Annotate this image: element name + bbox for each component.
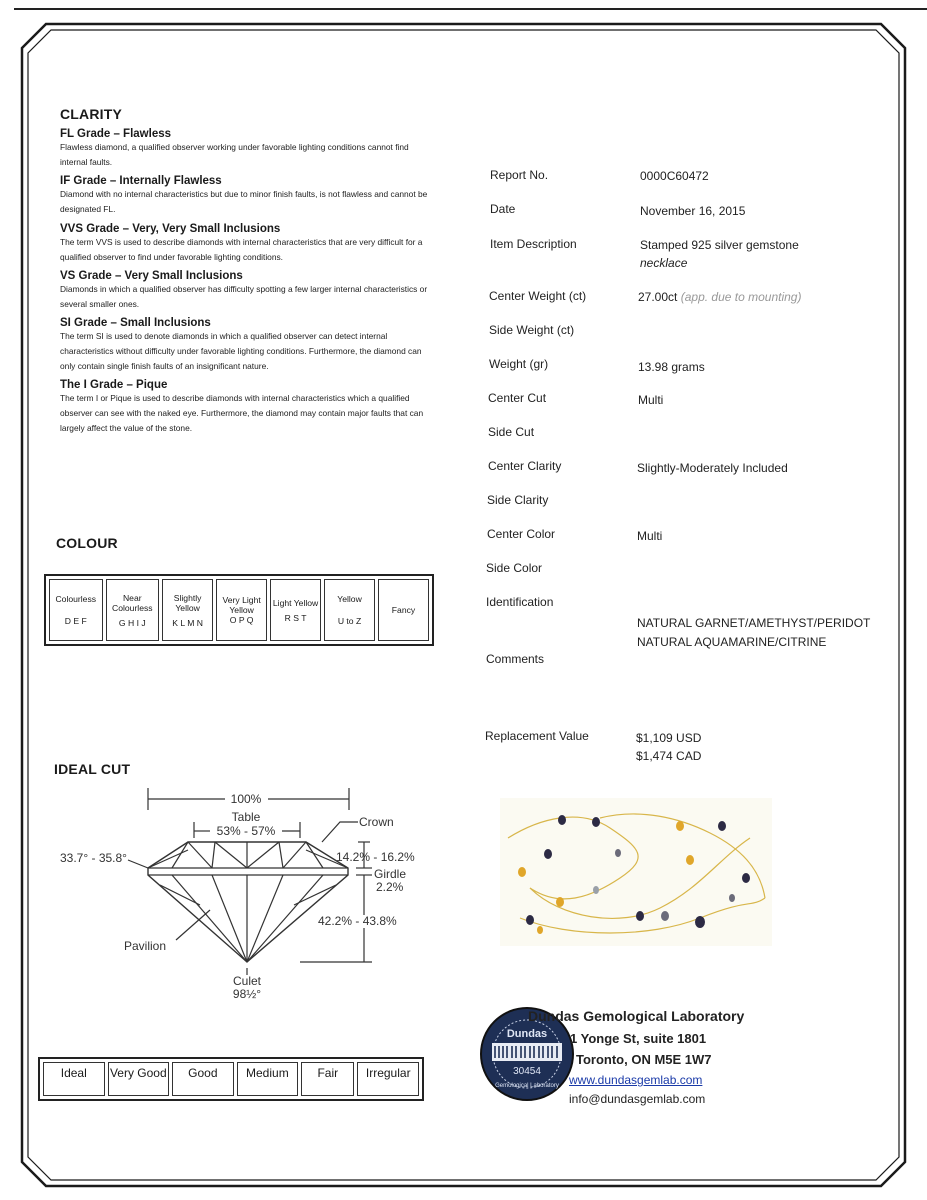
side-clarity-label: Side Clarity	[487, 493, 549, 507]
center-color-label: Center Color	[487, 527, 556, 541]
seal-number: 30454	[513, 1066, 541, 1077]
grade-title: SI Grade – Small Inclusions	[60, 317, 211, 329]
center-cut-value: Multi	[638, 393, 664, 407]
grade-title: VS Grade – Very Small Inclusions	[60, 270, 243, 282]
culet-value: 98½°	[232, 987, 262, 1001]
total-width-label: 100%	[230, 792, 262, 806]
center-weight-row	[638, 290, 801, 304]
table-label: Table	[231, 810, 261, 824]
center-color-value: Multi	[637, 529, 663, 543]
necklace-photo	[500, 798, 772, 946]
grade-description: The term I or Pique is used to describe diamonds with internal characteristics which a qualified observer can see with the naked eye. Furthermore, the diamond may contain major faults that can largely affect the value of the stone.	[60, 393, 424, 433]
center-cut-label: Center Cut	[488, 391, 547, 405]
center-clarity-value: Slightly-Moderately Included	[637, 461, 788, 475]
cut-grade-medium: Medium	[237, 1062, 299, 1096]
pavilion-depth: 42.2% - 43.8%	[318, 914, 397, 928]
grade-title: IF Grade – Internally Flawless	[60, 175, 222, 187]
cut-grade-irregular: Irregular	[357, 1062, 419, 1096]
col-name: Very Light Yellow	[222, 595, 261, 615]
center-clarity-label: Center Clarity	[488, 459, 562, 473]
col-name: Slightly Yellow	[173, 592, 202, 613]
cut-grade-very-good: Very Good	[108, 1062, 170, 1096]
crown-height: 14.2% - 16.2%	[336, 850, 415, 864]
weight-gr-value: 13.98 grams	[638, 360, 705, 374]
grade-description: Diamond with no internal characteristics but due to minor finish faults, is not flawless and cannot be designated FL.	[60, 189, 428, 214]
grade-description: The term VVS is used to describe diamonds with internal characteristics that are very difficult for a qualified observer to find under favorable lighting conditions.	[60, 237, 423, 262]
pavilion-label: Pavilion	[124, 939, 167, 953]
col-letters: O P Q	[229, 615, 254, 625]
side-weight-label: Side Weight (ct)	[489, 323, 575, 337]
lab-address-line2: Toronto, ON M5E 1W7	[576, 1052, 712, 1067]
item-description-value: Stamped 925 silver gemstone	[640, 238, 799, 252]
item-description-label: Item Description	[490, 237, 577, 251]
grade-title: FL Grade – Flawless	[60, 128, 172, 140]
grade-description: The term SI is used to denote diamonds in which a qualified observer can detect internal characteristics without difficulty under favorable lighting conditions. Furthermore, the diamond can only contain single finish faults of an insignificant nature.	[60, 331, 422, 371]
col-name: Yellow	[337, 594, 362, 604]
grade-title: The I Grade – Pique	[60, 379, 168, 391]
col-letters: G H I J	[118, 617, 146, 628]
report-no-label: Report No.	[490, 168, 549, 182]
table-range: 53% - 57%	[216, 824, 276, 838]
date-value: November 16, 2015	[640, 204, 746, 218]
seal-bottom-text: Gemological Laboratory	[495, 1083, 559, 1089]
grade-description: Flawless diamond, a qualified observer working under favorable lighting conditions cannot find internal faults.	[60, 142, 409, 167]
weight-gr-label: Weight (gr)	[489, 357, 549, 371]
replacement-cad: $1,474 CAD	[636, 749, 702, 763]
culet-label: Culet	[232, 974, 262, 988]
comments-label: Comments	[486, 652, 545, 666]
report-no-value: 0000C60472	[640, 169, 709, 183]
lab-address-line1: 1 Yonge St, suite 1801	[570, 1031, 707, 1046]
ideal-cut-heading: IDEAL CUT	[54, 761, 131, 777]
side-cut-label: Side Cut	[488, 425, 535, 439]
crown-label: Crown	[359, 815, 394, 829]
col-letters: D E F	[64, 616, 87, 626]
lab-email: info@dundasgemlab.com	[569, 1092, 706, 1106]
crown-angle: 33.7° - 35.8°	[60, 851, 127, 865]
col-letters: K L M N	[172, 617, 203, 628]
replacement-value-label: Replacement Value	[485, 729, 589, 743]
identification-line-2: NATURAL AQUAMARINE/CITRINE	[637, 635, 827, 649]
cut-grade-ideal: Ideal	[43, 1062, 105, 1096]
lab-name: Dundas Gemological Laboratory	[528, 1008, 745, 1024]
clarity-heading: CLARITY	[60, 106, 123, 122]
identification-label: Identification	[486, 595, 554, 609]
col-letters: U to Z	[337, 616, 362, 626]
col-name: Colourless	[55, 594, 97, 604]
identification-line-1: NATURAL GARNET/AMETHYST/PERIDOT	[637, 616, 871, 630]
col-name: Fancy	[391, 605, 416, 615]
date-label: Date	[490, 202, 516, 216]
girdle-label: Girdle	[374, 867, 407, 881]
grade-description: Diamonds in which a qualified observer has difficulty spotting a few larger internal characteristics or several smaller ones.	[60, 284, 428, 309]
col-name: Light Yellow	[272, 597, 319, 608]
cut-grade-good: Good	[172, 1062, 234, 1096]
grade-title: VVS Grade – Very, Very Small Inclusions	[60, 223, 281, 235]
center-weight-note: (app. due to mounting)	[680, 290, 802, 304]
cut-grade-scale	[38, 1057, 424, 1101]
lab-website-link[interactable]: www.dundasgemlab.com	[569, 1073, 703, 1087]
col-letters: R S T	[284, 612, 307, 623]
center-weight-value: 27.00ct	[638, 290, 678, 304]
replacement-usd: $1,109 USD	[636, 731, 702, 745]
cut-grade-fair: Fair	[301, 1062, 354, 1096]
side-color-label: Side Color	[486, 561, 543, 575]
girdle-value: 2.2%	[376, 880, 404, 894]
colour-heading: COLOUR	[56, 535, 118, 551]
item-description-value-line2: necklace	[640, 256, 688, 270]
seal-top-text: Dundas	[506, 1028, 548, 1040]
col-name: Near Colourless	[111, 592, 153, 613]
center-weight-label: Center Weight (ct)	[489, 289, 587, 303]
